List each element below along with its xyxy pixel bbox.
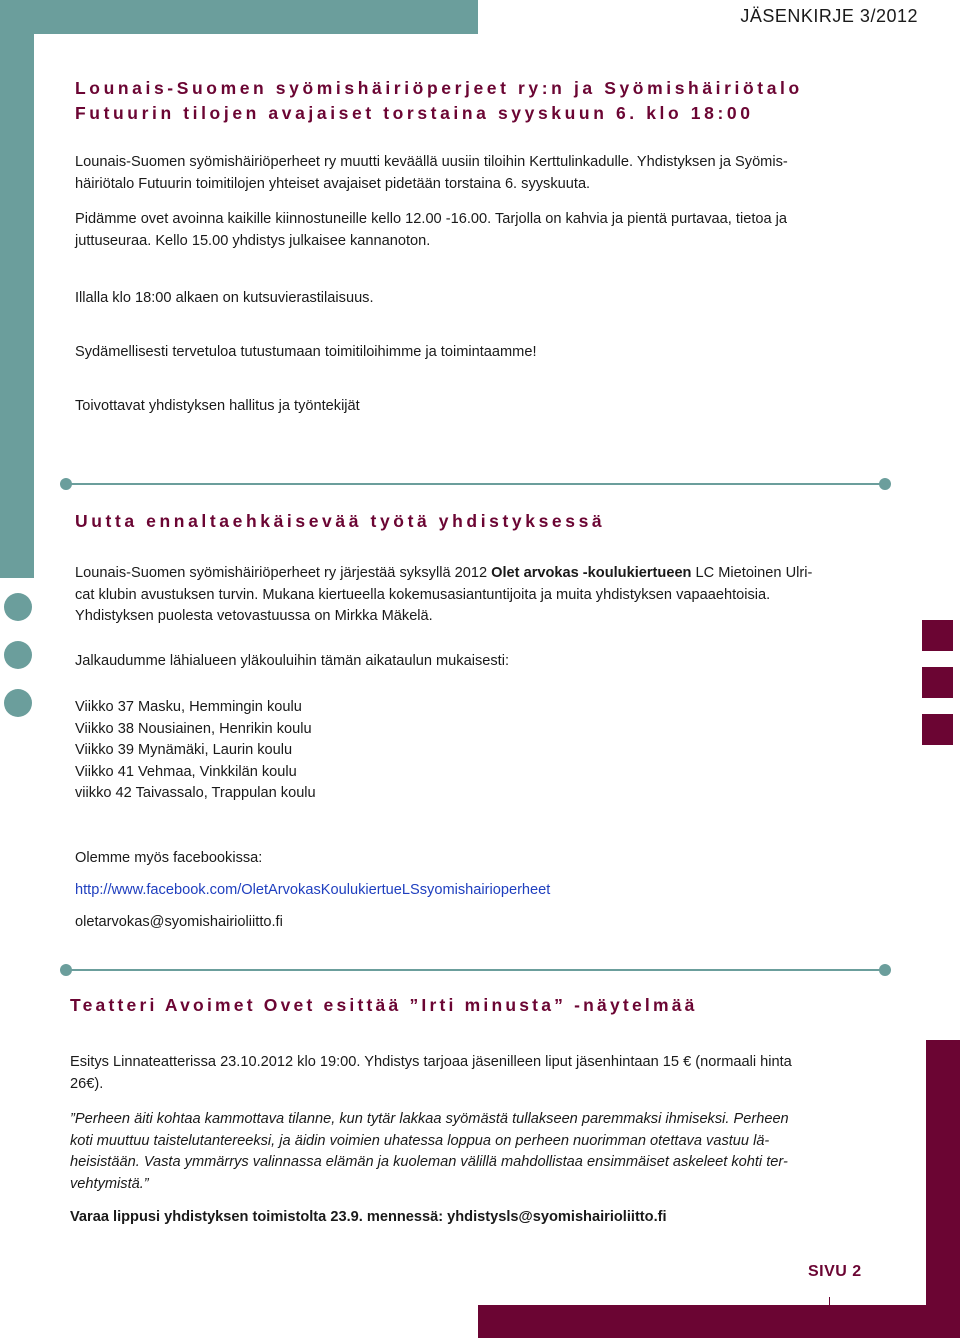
left-band [0,0,34,578]
right-square-3 [922,714,953,745]
section1-paragraph-1 [75,152,788,195]
schedule-item: Viikko 38 Nousiainen, Henrikin koulu [75,720,312,737]
section2-intro-text-b: LC Mietoinen Ulri- [691,565,813,581]
section3-quote-line3: heisistään. Vasta ymmärrys valinnassa elämän ja kuoleman välillä mahdollistaa ensimmäiset askeleet kohti ter- [70,1154,788,1170]
section1-paragraph-5: Toivottavat yhdistyksen hallitus ja työntekijät [75,398,360,414]
schedule-intro: Jalkaudumme lähialueen yläkouluihin tämän aikataulun mukaisesti: [75,653,510,669]
section1-p2-line2: juttuseuraa. Kello 15.00 yhdistys julkaisee kannanoton. [75,232,431,249]
section1-paragraph-2 [75,209,787,252]
section3-booking: Varaa lippusi yhdistyksen toimistolta 23.9. mennessä: yhdistysls@syomishairioliitto.fi [70,1209,667,1225]
left-circle-2 [4,641,32,669]
section1-p1-line1: Lounais-Suomen syömishäiriöperheet ry muutti keväällä uusiin tiloihin Kerttulinkadulle. Yhdistyksen ja Syömis- [75,154,788,170]
section1-paragraph-4: Sydämellisesti tervetuloa tutustumaan toimitiloihimme ja toimintaamme! [75,344,537,360]
contact-email[interactable]: oletarvokas@syomishairioliitto.fi [75,914,283,930]
section3-p1-line1: Esitys Linnateatterissa 23.10.2012 klo 19:00. Yhdistys tarjoaa jäsenilleen liput jäsenhintaan 15 € (normaali hinta [70,1054,792,1070]
header-label: JÄSENKIRJE 3/2012 [740,6,918,26]
bottom-band [478,1305,960,1338]
schedule-item: Viikko 39 Mynämäki, Laurin koulu [75,742,293,758]
left-circle-1 [4,593,32,621]
schedule-item: Viikko 37 Masku, Hemmingin koulu [75,699,302,715]
section1-title-line1: Lounais-Suomen syömishäiriöperjeet ry:n ja Syömishäiriötalo [75,78,803,98]
divider-line-2 [66,969,886,971]
section2-intro-text-a: Lounais-Suomen syömishäiriöperheet ry järjestää syksyllä 2012 [75,565,492,581]
divider-1-right-dot [879,478,891,490]
section2-intro-line1 [75,563,812,585]
divider-line-1 [66,483,886,485]
top-band [0,0,478,34]
section2-intro-line2: cat klubin avustuksen turvin. Mukana kiertueella kokemusasiantuntijoita ja muita yhdistyksen vapaaehtoisia. [75,586,771,603]
section3-quote [70,1109,789,1195]
section2-intro [75,563,812,628]
divider-2-left-dot [60,964,72,976]
facebook-intro: Olemme myös facebookissa: [75,850,263,866]
section1-paragraph-3: Illalla klo 18:00 alkaen on kutsuvierastilaisuus. [75,290,374,306]
section3-quote-line4: vehtymistä.” [70,1175,149,1192]
section3-title: Teatteri Avoimet Ovet esittää ”Irti minusta” -näytelmää [70,995,698,1015]
right-square-1 [922,620,953,651]
section1-title-line2: Futuurin tilojen avajaiset torstaina syyskuun 6. klo 18:00 [75,103,754,123]
footer-tick [829,1297,830,1306]
section2-intro-line3: Yhdistyksen puolesta vetovastuussa on Mirkka Mäkelä. [75,608,433,624]
divider-1-left-dot [60,478,72,490]
facebook-link[interactable]: http://www.facebook.com/OletArvokasKoulukiertueLSsyomishairioperheet [75,882,551,898]
left-circle-3 [4,689,32,717]
section2-title: Uutta ennaltaehkäisevää työtä yhdistyksessä [75,511,606,531]
right-square-2 [922,667,953,698]
section1-p2-line1: Pidämme ovet avoinna kaikille kiinnostuneille kello 12.00 -16.00. Tarjolla on kahvia ja pientä purtavaa, tietoa ja [75,211,788,227]
section1-p1-line2: häiriötalo Futuurin toimitilojen yhteiset avajaiset pidetään torstaina 6. syyskuuta. [75,175,591,192]
divider-2-right-dot [879,964,891,976]
section3-quote-line2: koti muuttuu taistelutantereeksi, ja äidin voimien uhatessa loppua on perheen nuorimman otettava vastuu lä- [70,1132,770,1149]
section3-p1-line2: 26€). [70,1075,104,1092]
section3-paragraph-1 [70,1052,792,1095]
page-number: SIVU 2 [808,1263,862,1280]
section2-intro-bold: Olet arvokas -koulukiertueen [491,565,692,581]
schedule-item: Viikko 41 Vehmaa, Vinkkilän koulu [75,763,297,780]
schedule-item: viikko 42 Taivassalo, Trappulan koulu [75,785,316,801]
section3-quote-line1: ”Perheen äiti kohtaa kammottava tilanne, kun tytär lakkaa syömästä tullakseen paremmaksi ihmiseksi. Perheen [70,1111,789,1127]
schedule-list [75,697,316,805]
right-band [926,1040,960,1338]
